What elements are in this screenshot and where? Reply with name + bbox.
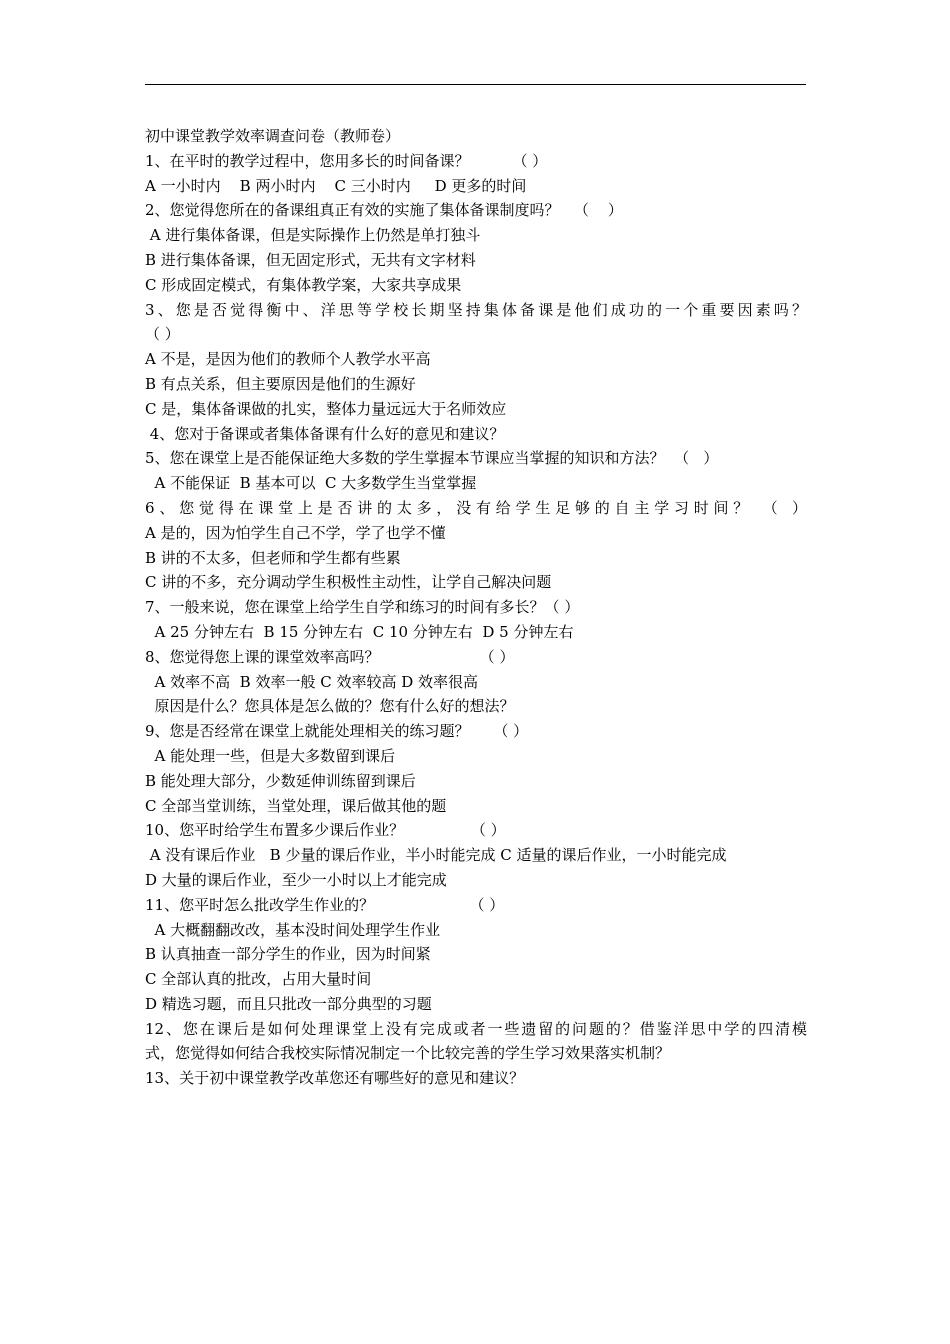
question-11: 11、您平时怎么批改学生作业的？ （ ）: [145, 895, 505, 914]
question-6-option-b: B 讲的不太多，但老师和学生都有些累: [145, 548, 401, 567]
question-11-option-a: A 大概翻翻改改，基本没时间处理学生作业: [145, 920, 441, 939]
questionnaire-body: [145, 124, 807, 1091]
question-9-option-b: B 能处理大部分，少数延伸训练留到课后: [145, 771, 416, 790]
question-6-option-a: A 是的，因为怕学生自己不学，学了也学不懂: [145, 523, 446, 542]
question-6: 6、您觉得在课堂上是否讲的太多，没有给学生足够的自主学习时间？ （ ）: [145, 498, 807, 517]
question-2-option-c: C 形成固定模式，有集体教学案，大家共享成果: [145, 275, 462, 294]
question-11-option-c: C 全部认真的批改，占用大量时间: [145, 970, 372, 989]
question-1-options: A 一小时内 B 两小时内 C 三小时内 D 更多的时间: [145, 176, 527, 195]
header-rule: [145, 84, 806, 85]
question-5-options: A 不能保证 B 基本可以 C 大多数学生当堂掌握: [145, 474, 477, 493]
question-2: 2、您觉得您所在的备课组真正有效的实施了集体备课制度吗？ （ ）: [145, 201, 623, 220]
question-11-option-d: D 精选习题，而且只批改一部分典型的习题: [145, 994, 432, 1013]
question-3-option-c: C 是，集体备课做的扎实，整体力量远远大于名师效应: [145, 399, 507, 418]
question-10: 10、您平时给学生布置多少课后作业？ （ ）: [145, 821, 506, 840]
question-12: 12、您在课后是如何处理课堂上没有完成或者一些遗留的问题的？借鉴洋思中学的四清模: [145, 1019, 807, 1038]
question-3-option-a: A 不是，是因为他们的教师个人教学水平高: [145, 350, 431, 369]
question-11-option-b: B 认真抽查一部分学生的作业，因为时间紧: [145, 945, 431, 964]
question-7-options: A 25 分钟左右 B 15 分钟左右 C 10 分钟左右 D 5 分钟左右: [145, 622, 574, 641]
question-4: 4、您对于备课或者集体备课有什么好的意见和建议？: [145, 424, 505, 443]
document-title: 初中课堂教学效率调查问卷（教师卷）: [145, 127, 401, 145]
question-10-option-d: D 大量的课后作业，至少一小时以上才能完成: [145, 870, 447, 889]
question-9: 9、您是否经常在课堂上就能处理相关的练习题？ （ ）: [145, 722, 529, 741]
question-8: 8、您觉得您上课的课堂效率高吗？ （ ）: [145, 647, 515, 666]
question-10-options-abc: A 没有课后作业 B 少量的课后作业，半小时能完成 C 适量的课后作业，一小时能完成: [145, 846, 727, 865]
question-7: 7、一般来说，您在课堂上给学生自学和练习的时间有多长？（ ）: [145, 598, 580, 617]
question-1: 1、在平时的教学过程中，您用多长的时间备课？ （ ）: [145, 151, 548, 170]
question-9-option-a: A 能处理一些，但是大多数留到课后: [145, 746, 396, 765]
question-3: 3、您是否觉得衡中、洋思等学校长期坚持集体备课是他们成功的一个重要因素吗？: [145, 300, 807, 319]
question-8-options: A 效率不高 B 效率一般 C 效率较高 D 效率很高: [145, 672, 479, 691]
question-8-followup: 原因是什么？您具体是怎么做的？您有什么好的想法？: [145, 697, 515, 716]
question-5: 5、您在课堂上是否能保证绝大多数的学生掌握本节课应当掌握的知识和方法？ （ ）: [145, 449, 719, 468]
question-2-option-a: A 进行集体备课，但是实际操作上仍然是单打独斗: [145, 226, 481, 245]
question-6-option-c: C 讲的不多，充分调动学生积极性主动性，让学自己解决问题: [145, 573, 552, 592]
question-13: 13、关于初中课堂教学改革您还有哪些好的意见和建议？: [145, 1069, 525, 1088]
question-9-option-c: C 全部当堂训练，当堂处理，课后做其他的题: [145, 796, 447, 815]
question-12-continued: 式，您觉得如何结合我校实际情况制定一个比较完善的学生学习效果落实机制？: [145, 1044, 671, 1063]
question-3-option-b: B 有点关系，但主要原因是他们的生源好: [145, 374, 416, 393]
question-2-option-b: B 进行集体备课，但无固定形式，无共有文字材料: [145, 250, 476, 269]
question-3-answer-bracket: （ ）: [145, 325, 180, 344]
